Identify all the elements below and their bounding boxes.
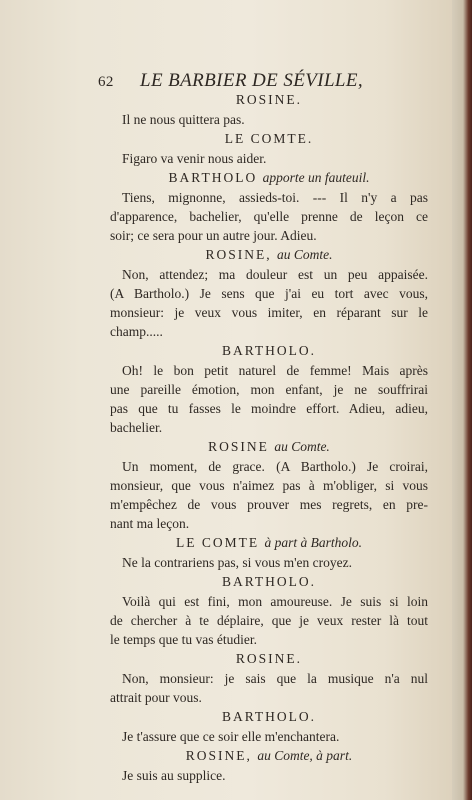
dialogue-line: nant ma leçon. bbox=[110, 516, 190, 531]
dialogue-line: Je suis au supplice. bbox=[122, 768, 226, 783]
dialogue-line: Il ne nous quittera pas. bbox=[122, 112, 245, 127]
speaker-name: LE COMTE bbox=[175, 535, 260, 550]
speaker-name: BARTHOLO. bbox=[221, 709, 317, 724]
dialogue-line: Un moment, de grace. (A Bartholo.) Je croirai, bbox=[122, 459, 428, 474]
dialogue-line: monsieur: je veux vous imiter, en réparant sur le bbox=[110, 305, 428, 320]
dialogue-line: Je t'assure que ce soir elle m'enchantera. bbox=[122, 729, 340, 744]
speaker-name: BARTHOLO. bbox=[221, 343, 317, 358]
speaker-name: BARTHOLO. bbox=[221, 574, 317, 589]
dialogue-line: une pareille émotion, mon enfant, je ne souffrirai bbox=[110, 382, 428, 397]
dialogue-line: Voilà qui est fini, mon amoureuse. Je suis si loin bbox=[122, 594, 428, 609]
speaker-heading bbox=[110, 746, 428, 766]
stage-direction: à part à Bartholo. bbox=[264, 535, 362, 550]
speaker-heading bbox=[110, 245, 428, 265]
book-binding-edge bbox=[452, 0, 472, 800]
dialogue-line: de chercher à te déplaire, que je veux rester là tout bbox=[110, 613, 428, 628]
speaker-heading bbox=[110, 341, 428, 361]
dialogue-line: Tiens, mignonne, assieds-toi. --- Il n'y a pas bbox=[122, 190, 428, 205]
speaker-heading bbox=[110, 572, 428, 592]
dialogue-line: soir; ce sera pour un autre jour. Adieu. bbox=[110, 228, 317, 243]
speaker-heading bbox=[110, 129, 428, 149]
speaker-heading bbox=[110, 90, 428, 110]
speaker-name: ROSINE. bbox=[235, 651, 303, 666]
speaker-name: BARTHOLO bbox=[168, 170, 258, 185]
running-header bbox=[98, 70, 388, 92]
stage-direction: au Comte. bbox=[277, 247, 333, 262]
dialogue-line: le temps que tu vas étudier. bbox=[110, 632, 257, 647]
dialogue-line: Non, attendez; ma douleur est un peu appaisée. bbox=[122, 267, 428, 282]
speaker-name: ROSINE bbox=[208, 439, 269, 454]
speaker-heading bbox=[110, 707, 428, 727]
speaker-name: LE COMTE. bbox=[224, 131, 314, 146]
dialogue-line: (A Bartholo.) Je sens que j'ai eu tort avec vous, bbox=[110, 286, 428, 301]
speaker-heading bbox=[110, 533, 428, 553]
dialogue-line: attrait pour vous. bbox=[110, 690, 202, 705]
dialogue-line: bachelier. bbox=[110, 420, 163, 435]
dialogue-line: monsieur, que vous n'aimez pas à m'obliger, si vous bbox=[110, 478, 428, 493]
speaker-name: ROSINE, bbox=[185, 748, 252, 763]
stage-direction: apporte un fauteuil. bbox=[262, 170, 370, 185]
play-text bbox=[110, 90, 428, 785]
stage-direction: au Comte. bbox=[274, 439, 330, 454]
speaker-name: ROSINE, bbox=[205, 247, 272, 262]
dialogue-line: Figaro va venir nous aider. bbox=[122, 151, 267, 166]
speaker-heading bbox=[110, 649, 428, 669]
dialogue-line: pas que tu fasses le moindre effort. Adieu, adieu, bbox=[110, 401, 428, 416]
speaker-heading bbox=[110, 437, 428, 457]
running-title: LE BARBIER DE SÉVILLE, bbox=[140, 70, 364, 91]
dialogue-line: Oh! le bon petit naturel de femme! Mais après bbox=[122, 363, 428, 378]
dialogue-line: d'apparence, bachelier, qu'elle prenne de leçon ce bbox=[110, 209, 428, 224]
stage-direction: au Comte, à part. bbox=[257, 748, 353, 763]
dialogue-line: Ne la contrariens pas, si vous m'en croyez. bbox=[122, 555, 352, 570]
dialogue-line: champ..... bbox=[110, 324, 163, 339]
dialogue-line: m'empêchez de vous prouver mes regrets, en pre- bbox=[110, 497, 428, 512]
speaker-name: ROSINE. bbox=[235, 92, 303, 107]
dialogue-line: Non, monsieur: je sais que la musique n'a nul bbox=[122, 671, 428, 686]
speaker-heading bbox=[110, 168, 428, 188]
page-number: 62 bbox=[98, 74, 114, 90]
